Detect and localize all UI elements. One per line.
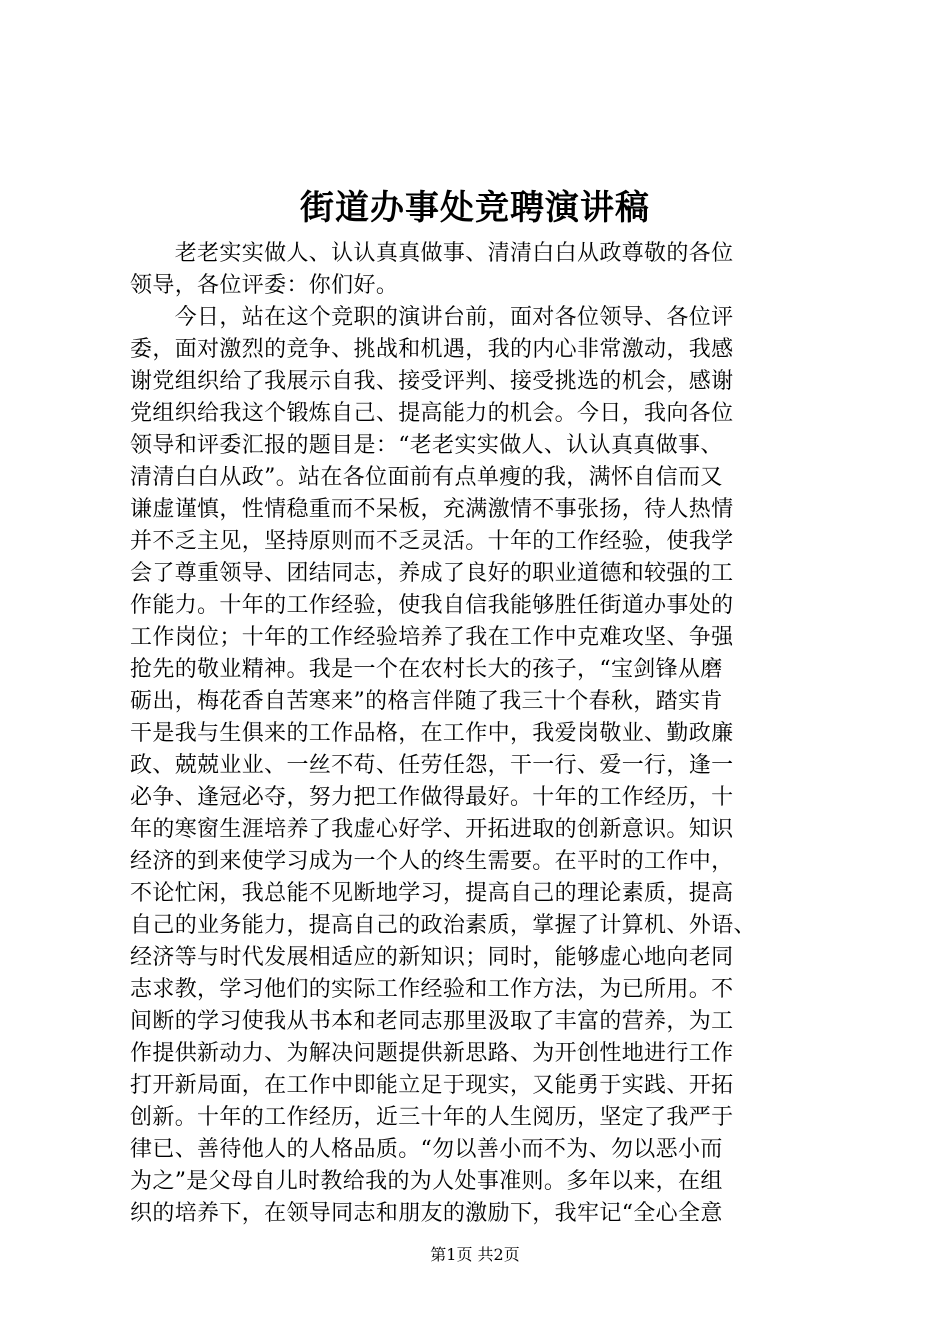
body-text-line: 不论忙闲，我总能不见断地学习，提高自己的理论素质，提高: [130, 881, 734, 906]
body-text-line: 打开新局面，在工作中即能立足于现实，又能勇于实践、开拓: [130, 1073, 734, 1098]
body-text-line: 政、兢兢业业、一丝不苟、任劳任怨，干一行、爱一行，逢一: [130, 753, 734, 778]
body-text-line: 老老实实做人、认认真真做事、清清白白从政尊敬的各位: [130, 241, 734, 266]
body-text-line: 清清白白从政”。站在各位面前有点单瘦的我，满怀自信而又: [130, 465, 723, 490]
body-text-line: 创新。十年的工作经历，近三十年的人生阅历，坚定了我严于: [130, 1105, 734, 1130]
body-text-line: 工作岗位；十年的工作经验培养了我在工作中克难攻坚、争强: [130, 625, 734, 650]
body-text-line: 为之”是父母自儿时教给我的为人处事准则。多年以来，在组: [130, 1169, 723, 1194]
body-text-line: 抢先的敬业精神。我是一个在农村长大的孩子，“宝剑锋从磨: [130, 657, 723, 682]
body-text-line: 间断的学习使我从书本和老同志那里汲取了丰富的营养，为工: [130, 1009, 734, 1034]
body-text-line: 律已、善待他人的人格品质。“勿以善小而不为、勿以恶小而: [130, 1137, 723, 1162]
body-text-line: 干是我与生俱来的工作品格，在工作中，我爱岗敬业、勤政廉: [130, 721, 734, 746]
body-text-line: 志求教，学习他们的实际工作经验和工作方法，为已所用。不: [130, 977, 734, 1002]
body-text-line: 谦虚谨慎，性情稳重而不呆板，充满激情不事张扬，待人热情: [130, 497, 734, 522]
body-text-line: 经济等与时代发展相适应的新知识；同时，能够虚心地向老同: [130, 945, 734, 970]
body-text-line: 领导和评委汇报的题目是：“老老实实做人、认认真真做事、: [130, 433, 723, 458]
body-text-line: 年的寒窗生涯培养了我虚心好学、开拓进取的创新意识。知识: [130, 817, 734, 842]
body-text-line: 领导，各位评委：你们好。: [130, 273, 399, 298]
document-title: 街道办事处竞聘演讲稿: [300, 188, 650, 228]
page-number-footer: 第1页 共2页: [430, 1245, 520, 1264]
body-text-line: 自己的业务能力，提高自己的政治素质，掌握了计算机、外语、: [130, 913, 756, 938]
body-text-line: 党组织给我这个锻炼自己、提高能力的机会。今日，我向各位: [130, 401, 734, 426]
body-text-line: 经济的到来使学习成为一个人的终生需要。在平时的工作中，: [130, 849, 734, 874]
document-body: [130, 238, 830, 1230]
body-text-line: 会了尊重领导、团结同志，养成了良好的职业道德和较强的工: [130, 561, 734, 586]
body-text-line: 作提供新动力、为解决问题提供新思路、为开创性地进行工作: [130, 1041, 734, 1066]
body-text-line: 谢党组织给了我展示自我、接受评判、接受挑选的机会，感谢: [130, 369, 734, 394]
body-text-line: 并不乏主见，坚持原则而不乏灵活。十年的工作经验，使我学: [130, 529, 734, 554]
body-text-line: 作能力。十年的工作经验，使我自信我能够胜任街道办事处的: [130, 593, 734, 618]
body-text-line: 织的培养下，在领导同志和朋友的激励下，我牢记“全心全意: [130, 1201, 723, 1226]
body-text-line: 今日，站在这个竞职的演讲台前，面对各位领导、各位评: [130, 305, 734, 330]
body-text-line: 必争、逢冠必夺，努力把工作做得最好。十年的工作经历，十: [130, 785, 734, 810]
body-text-line: 委，面对激烈的竞争、挑战和机遇，我的内心非常激动，我感: [130, 337, 734, 362]
body-text-line: 砺出，梅花香自苦寒来”的格言伴随了我三十个春秋，踏实肯: [130, 689, 723, 714]
